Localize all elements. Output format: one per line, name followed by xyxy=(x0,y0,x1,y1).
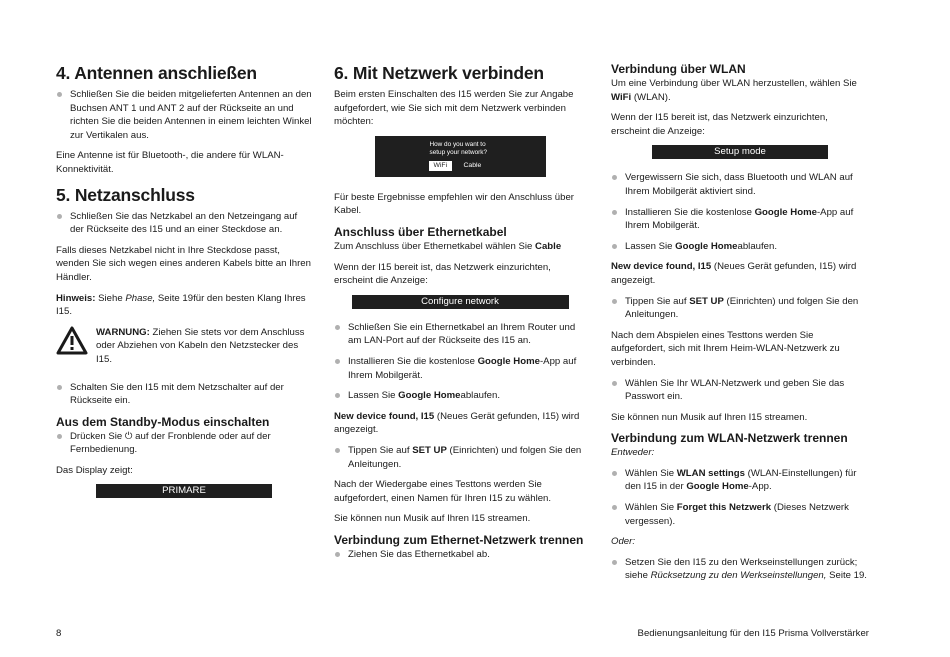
entweder-label: Entweder: xyxy=(611,447,655,459)
heading-standby: Aus dem Standby-Modus einschalten xyxy=(56,414,270,429)
ethernet-cable-option: Cable xyxy=(535,240,562,252)
warning-icon xyxy=(56,326,88,355)
wlan-wifi-option: WiFi xyxy=(611,91,632,103)
hinweis-label: Hinweis: xyxy=(56,292,96,304)
ready-text-wlan: Wenn der I15 bereit ist, das Netzwerk einzurichten, erscheint die Anzeige: xyxy=(611,112,828,137)
heading-ethernet: Anschluss über Ethernetkabel xyxy=(334,224,507,239)
display-label: Das Display zeigt: xyxy=(56,464,133,476)
wlan-step-3: Lassen Sie Google Homeablaufen. xyxy=(611,240,869,254)
display-primare-bar: PRIMARE xyxy=(96,484,272,498)
wlan-step-1: Vergewissern Sie sich, dass Bluetooth und WLAN auf Ihrem Mobilgerät aktiviert sind. xyxy=(611,171,869,198)
screen-question-line-2: setup your network? xyxy=(429,148,488,156)
antennen-bullet: Schließen Sie die beiden mitgelieferten Antennen an den Buchsen ANT 1 und ANT 2 auf der Rückseite an und richten Sie die beiden Antennen in einem leichten Winkel zur Vertikalen aus. xyxy=(56,88,312,142)
wlan-step-5: Wählen Sie Ihr WLAN-Netzwerk und geben Sie das Passwort ein. xyxy=(611,377,869,404)
column-left xyxy=(56,62,312,510)
heading-netzanschluss: 5. Netzanschluss xyxy=(56,184,195,205)
column-middle xyxy=(334,62,586,568)
ethernet-step-1: Schließen Sie ein Ethernetkabel an Ihrem Router und am LAN-Port auf der Rückseite des I15 an. xyxy=(334,321,586,348)
factory-reset-step: Setzen Sie den I15 zu den Werkseinstellungen zurück; siehe Rücksetzung zu den Werkseinstellungen, Seite 19. xyxy=(611,556,869,583)
heading-netzwerk: 6. Mit Netzwerk verbinden xyxy=(334,63,544,83)
ethernet-disconnect-step: Ziehen Sie das Ethernetkabel ab. xyxy=(334,548,586,562)
footer-title: Bedienungsanleitung für den I15 Prisma Vollverstärker xyxy=(637,628,869,639)
hinweis-paragraph xyxy=(56,292,312,319)
ethernet-step-4: Tippen Sie auf SET UP (Einrichten) und folgen Sie den Anleitungen. xyxy=(334,444,586,471)
ethernet-step-2: Installieren Sie die kostenlose Google Home-App auf Ihrem Mobilgerät. xyxy=(334,355,586,382)
warning-text: Ziehen Sie stets vor dem Anschluss oder Abziehen von Kabeln den Netzstecker des I15. xyxy=(96,326,305,365)
stream-wlan: Sie können nun Musik auf Ihren I15 streamen. xyxy=(611,411,808,423)
heading-wlan-disconnect: Verbindung zum WLAN-Netzwerk trennen xyxy=(611,431,848,446)
wlan-instruction: Um eine Verbindung über WLAN herzustellen, wählen Sie WiFi (WLAN). xyxy=(611,78,857,103)
setup-mode-bar: Setup mode xyxy=(652,145,828,159)
best-results-text: Für beste Ergebnisse empfehlen wir den Anschluss über Kabel. xyxy=(334,191,574,217)
hinweis-phase: Phase, xyxy=(125,292,156,304)
column-right xyxy=(611,62,869,590)
stream-ethernet: Sie können nun Musik auf Ihren I15 streamen. xyxy=(334,513,531,525)
new-device-ethernet: New device found, I15 (Neues Gerät gefunden, I15) wird angezeigt. xyxy=(334,410,580,436)
hinweis-post: Seite 19für den besten Klang Ihres I15. xyxy=(56,292,306,318)
heading-wlan: Verbindung über WLAN xyxy=(611,62,746,76)
ethernet-step-3: Lassen Sie Google Homeablaufen. xyxy=(334,389,586,403)
screen-option-cable: Cable xyxy=(463,161,482,169)
new-device-wlan: New device found, I15 (Neues Gerät gefunden, I15) wird angezeigt. xyxy=(611,261,857,286)
antennen-note: Eine Antenne ist für Bluetooth-, die andere für WLAN-Konnektivität. xyxy=(56,150,284,175)
wlan-disconnect-step-2: Wählen Sie Forget this Netzwerk (Dieses Netzwerk vergessen). xyxy=(611,501,869,528)
ready-text-ethernet: Wenn der I15 bereit ist, das Netzwerk einzurichten, erscheint die Anzeige: xyxy=(334,261,551,287)
hinweis-pre: Siehe xyxy=(95,292,126,304)
testtone-ethernet: Nach der Wiedergabe eines Testtons werden Sie aufgefordert, einen Namen für Ihren I15 zu wählen. xyxy=(334,479,552,504)
netz-bullet: Schließen Sie das Netzkabel an den Netzeingang auf der Rückseite des I15 und an einer Steckdose an. xyxy=(56,210,312,237)
ethernet-instruction: Zum Anschluss über Ethernetkabel wählen Sie Cable xyxy=(334,240,562,252)
netzwerk-intro: Beim ersten Einschalten des I15 werden Sie zur Angabe aufgefordert, wie Sie sich mit dem Netzwerk verbinden möchten: xyxy=(334,89,574,128)
oder-label: Oder: xyxy=(611,536,635,548)
testtone-wlan: Nach dem Abspielen eines Testtons werden Sie aufgefordert, sich mit Ihrem Heim-WLAN-Netzwerk zu verbinden. xyxy=(611,329,840,368)
configure-network-bar: Configure network xyxy=(352,295,569,309)
warning-block xyxy=(56,326,312,367)
warning-label: WARNUNG: xyxy=(96,326,150,338)
netz-note: Falls dieses Netzkabel nicht in Ihre Steckdose passt, wenden Sie sich wegen eines anderen Kabels bitte an Ihren Händler. xyxy=(56,244,311,283)
heading-antennen: 4. Antennen anschließen xyxy=(56,63,257,83)
wlan-step-4: Tippen Sie auf SET UP (Einrichten) und folgen Sie den Anleitungen. xyxy=(611,295,869,322)
page-number: 8 xyxy=(56,628,62,639)
network-setup-screen xyxy=(375,136,546,177)
screen-question-line-1: How do you want to xyxy=(429,140,486,148)
standby-bullet: Drücken Sie ⏻ auf der Fronblende oder auf der Fernbedienung. xyxy=(56,430,312,457)
heading-ethernet-disconnect: Verbindung zum Ethernet-Netzwerk trennen xyxy=(334,532,584,547)
wlan-step-2: Installieren Sie die kostenlose Google Home-App auf Ihrem Mobilgerät. xyxy=(611,206,869,233)
wlan-disconnect-step-1: Wählen Sie WLAN settings (WLAN-Einstellungen) für den I15 in der Google Home-App. xyxy=(611,467,869,494)
power-bullet: Schalten Sie den I15 mit dem Netzschalter auf der Rückseite ein. xyxy=(56,381,312,408)
screen-option-wifi: WiFi xyxy=(429,161,453,171)
